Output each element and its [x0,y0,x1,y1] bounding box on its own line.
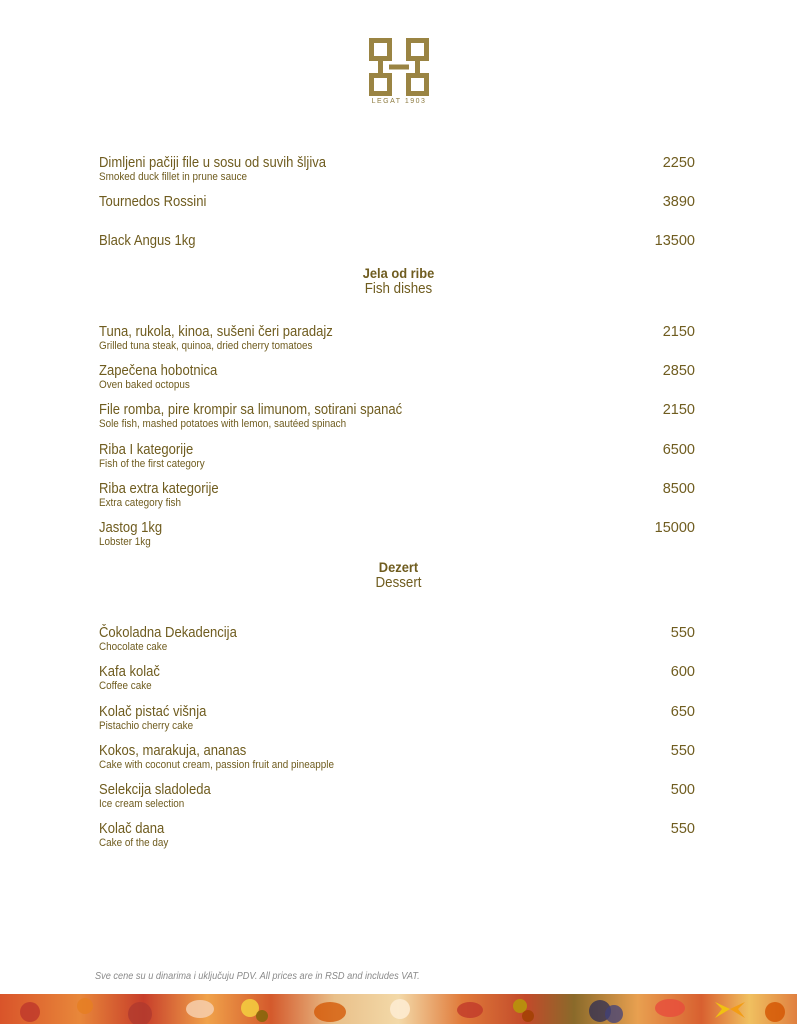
item-name: Zapečena hobotnica [99,363,218,379]
item-desc: Cake with coconut cream, passion fruit and pineapple [99,759,334,771]
logo-mark-icon [369,38,429,96]
item-price: 550 [670,625,695,641]
item-price: 500 [670,782,695,798]
item-name: Kolač pistać višnja [99,704,207,720]
menu-item [99,782,695,811]
menu-item [99,520,695,549]
section-title-sr: Dezert [378,559,419,575]
item-price: 2250 [662,155,695,171]
item-price: 6500 [662,442,695,458]
fruit-illustration-icon [0,994,797,1024]
item-price: 550 [670,743,695,759]
item-desc: Coffee cake [99,680,152,692]
item-price: 550 [670,821,695,837]
item-name: Jastog 1kg [99,520,163,536]
item-price: 8500 [662,481,695,497]
item-price: 3890 [662,194,695,210]
menu-item [99,402,695,431]
item-desc: Ice cream selection [99,798,185,810]
section-heading-fish [0,265,797,297]
section-heading-dessert [0,559,797,591]
logo-text: LEGAT 1903 [371,98,427,105]
menu-item [99,233,695,249]
item-desc: Sole fish, mashed potatoes with lemon, sautéed spinach [99,418,347,430]
menu-item [99,194,695,210]
menu-item [99,155,695,184]
item-price: 15000 [654,520,695,536]
menu-item [99,625,695,654]
decorative-fruit-banner [0,994,797,1024]
item-desc: Grilled tuna steak, quinoa, dried cherry tomatoes [99,340,313,352]
section-title-en: Fish dishes [364,281,433,297]
item-desc: Chocolate cake [99,641,168,653]
item-price: 2150 [662,324,695,340]
item-name: Kokos, marakuja, ananas [99,743,247,759]
menu-item [99,743,695,772]
section-title-en: Dessert [375,575,422,591]
item-desc: Pistachio cherry cake [99,720,194,732]
logo [364,38,434,110]
item-name: Riba I kategorije [99,442,194,458]
item-name: File romba, pire krompir sa limunom, sotirani spanać [99,402,403,418]
section-title-sr: Jela od ribe [362,265,435,281]
item-price: 2850 [662,363,695,379]
item-price: 650 [670,704,695,720]
item-name: Dimljeni pačiji file u sosu od suvih šljiva [99,155,327,171]
menu-item [99,363,695,392]
item-name: Selekcija sladoleda [99,782,211,798]
menu-item [99,481,695,510]
item-name: Kafa kolač [99,664,160,680]
item-price: 2150 [662,402,695,418]
menu-item [99,704,695,733]
item-desc: Cake of the day [99,837,169,849]
item-desc: Extra category fish [99,497,181,509]
item-desc: Fish of the first category [99,458,205,470]
item-price: 600 [670,664,695,680]
item-name: Riba extra kategorije [99,481,219,497]
item-desc: Lobster 1kg [99,536,151,548]
menu-item [99,821,695,850]
menu-item [99,324,695,353]
item-name: Kolač dana [99,821,165,837]
item-name: Tournedos Rossini [99,194,207,210]
item-desc: Oven baked octopus [99,379,190,391]
item-price: 13500 [654,233,695,249]
menu-item [99,664,695,693]
menu-item [99,442,695,471]
item-desc: Smoked duck fillet in prune sauce [99,171,248,183]
item-name: Black Angus 1kg [99,233,196,249]
price-footnote: Sve cene su u dinarima i uključuju PDV. All prices are in RSD and includes VAT. [95,971,420,982]
item-name: Tuna, rukola, kinoa, sušeni čeri paradajz [99,324,333,340]
item-name: Čokoladna Dekadencija [99,625,237,641]
